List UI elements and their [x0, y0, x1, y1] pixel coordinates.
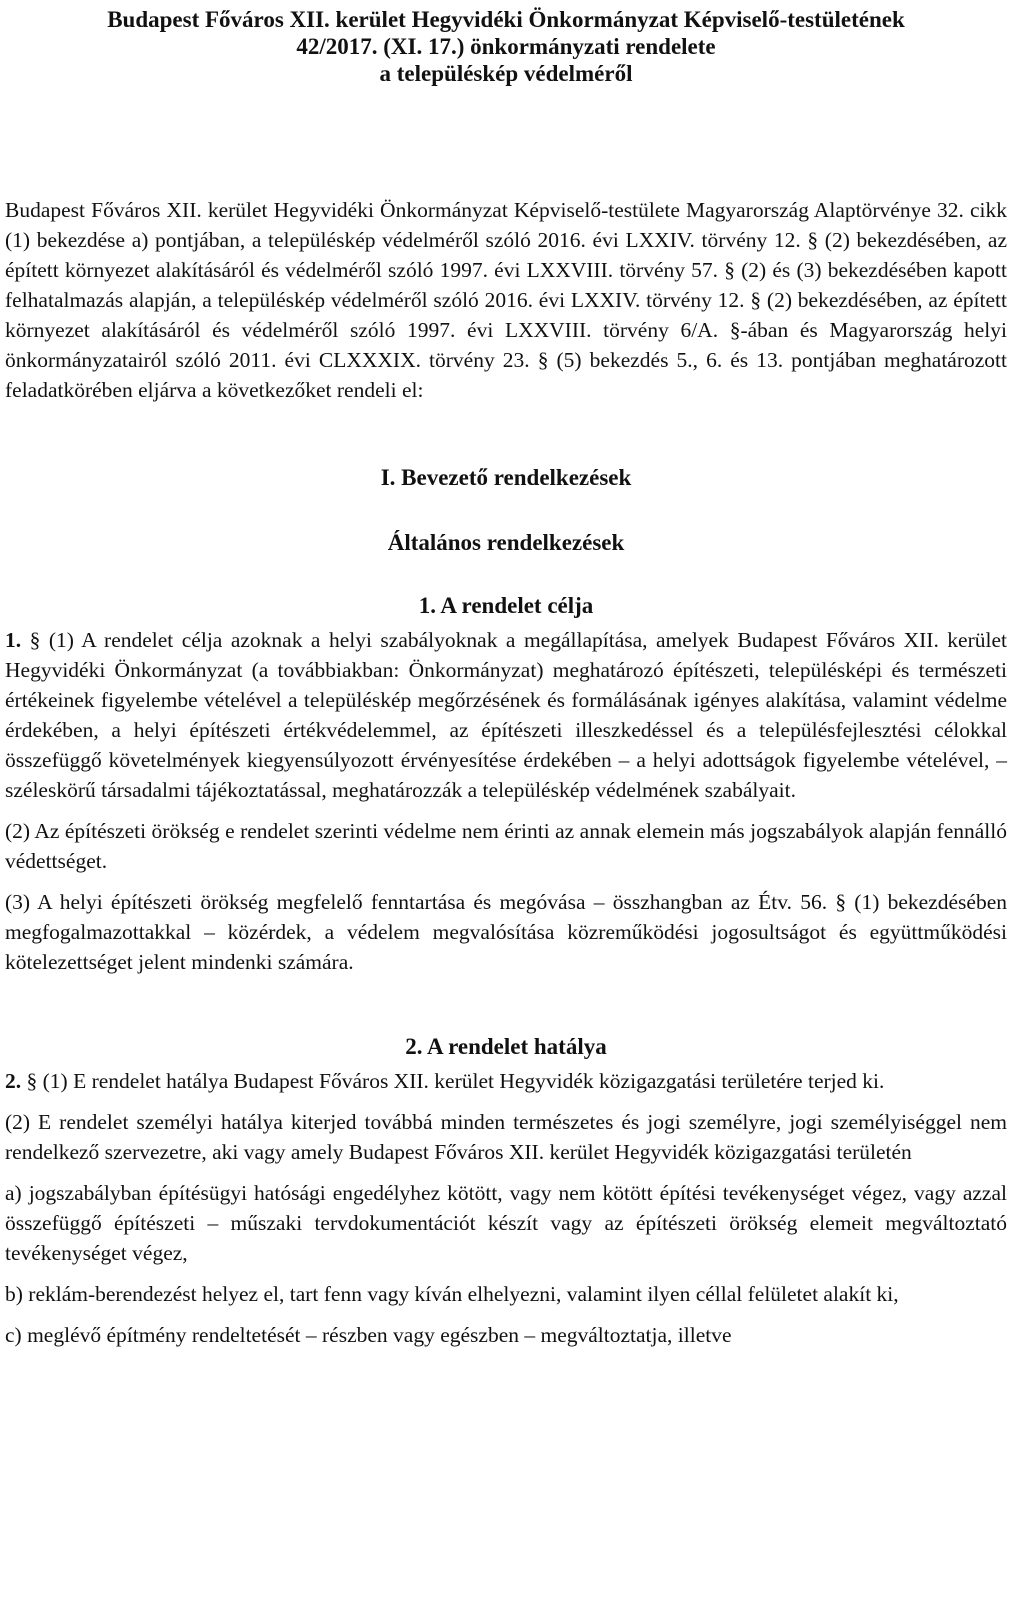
section-2-point-c: c) meglévő építmény rendeltetését – részben vagy egészben – megváltoztatja, illetve [5, 1323, 732, 1347]
title-line-3: a településkép védelméről [379, 61, 633, 86]
subchapter-heading: Általános rendelkezések [387, 530, 625, 555]
section-2-point-b: b) reklám-berendezést helyez el, tart fenn vagy kíván elhelyezni, valamint ilyen céllal felületet alakít ki, [5, 1282, 899, 1306]
title-line-2: 42/2017. (XI. 17.) önkormányzati rendelete [296, 34, 716, 59]
title-line-1: Budapest Főváros XII. kerület Hegyvidéki Önkormányzat Képviselő-testületének [107, 7, 905, 32]
document-page [5, 0, 1007, 1350]
preamble-paragraph: Budapest Főváros XII. kerület Hegyvidéki Önkormányzat Képviselő-testülete Magyarország Alaptörvénye 32. cikk (1) bekezdése a) pontjában, a településkép védelméről szóló 2016. évi LXXIV. törvény 12. § (2) bekezdésében, az épített környezet alakításáról és védelméről szóló 1997. évi LXXVIII. törvény 57. § (2) és (3) bekezdésében kapott felhatalmazás alapján, a településkép védelméről szóló 2016. évi LXXIV. törvény 12. § (2) bekezdésében, az épített környezet alakításáról és védelméről szóló 1997. évi LXXVIII. törvény 6/A. §-ában és Magyarország helyi önkormányzatairól szóló 2011. évi CLXXXIX. törvény 23. § (5) bekezdés 5., 6. és 13. pontjában meghatározott feladatkörében eljárva a következőket rendeli el: [5, 198, 1007, 402]
document-title [5, 6, 1007, 87]
section-1-paragraph-3: (3) A helyi építészeti örökség megfelelő fenntartása és megóvása – összhangban az Étv. 56. § (1) bekezdésében megfogalmazottakkal – közérdek, a védelem megvalósítása közreműködési jogosultságot és együttműködési kötelezettséget jelent mindenki számára. [5, 890, 1007, 974]
section-2-paragraph-2: (2) E rendelet személyi hatálya kiterjed továbbá minden természetes és jogi személyre, jogi személyiséggel nem rendelkező szervezetre, aki vagy amely Budapest Főváros XII. kerület Hegyvidék közigazgatási területén [5, 1110, 1007, 1164]
section-2-number: 2. [5, 1069, 22, 1093]
section-1-number: 1. [5, 628, 22, 652]
section-1-title: 1. A rendelet célja [418, 593, 594, 618]
section-2-paragraph-1 [5, 1066, 1007, 1096]
section-2-title: 2. A rendelet hatálya [405, 1034, 607, 1059]
section-1-paragraph-1-text: § (1) A rendelet célja azoknak a helyi szabályoknak a megállapítása, amelyek Budapest Főváros XII. kerület Hegyvidéki Önkormányzat (a továbbiakban: Önkormányzat) meghatározó építészeti, településképi és természeti értékeinek figyelembe vételével a településkép megőrzésének és formálásának igényes alakítása, valamint védelme érdekében, a helyi építészeti értékvédelemmel, az építészeti illeszkedéssel és a településfejlesztési célokkal összefüggő követelmények kiegyensúlyozott érvényesítése érdekében – a helyi adottságok figyelembe vételével, – széleskörű társadalmi tájékoztatással, meghatározzák a településkép védelmének szabályait. [5, 628, 1007, 802]
chapter-heading: I. Bevezető rendelkezések [380, 465, 632, 490]
section-2-paragraph-1-text: § (1) E rendelet hatálya Budapest Főváros XII. kerület Hegyvidék közigazgatási területére terjed ki. [21, 1069, 885, 1093]
section-2-point-a: a) jogszabályban építésügyi hatósági engedélyhez kötött, vagy nem kötött építési tevékenységet végez, vagy azzal összefüggő építészeti – műszaki tervdokumentációt készít vagy az építészeti örökség elemeit megváltoztató tevékenységet végez, [5, 1181, 1007, 1265]
section-1-paragraph-2: (2) Az építészeti örökség e rendelet szerinti védelme nem érinti az annak elemein más jogszabályok alapján fennálló védettséget. [5, 819, 1007, 873]
section-1-paragraph-1 [5, 625, 1007, 805]
